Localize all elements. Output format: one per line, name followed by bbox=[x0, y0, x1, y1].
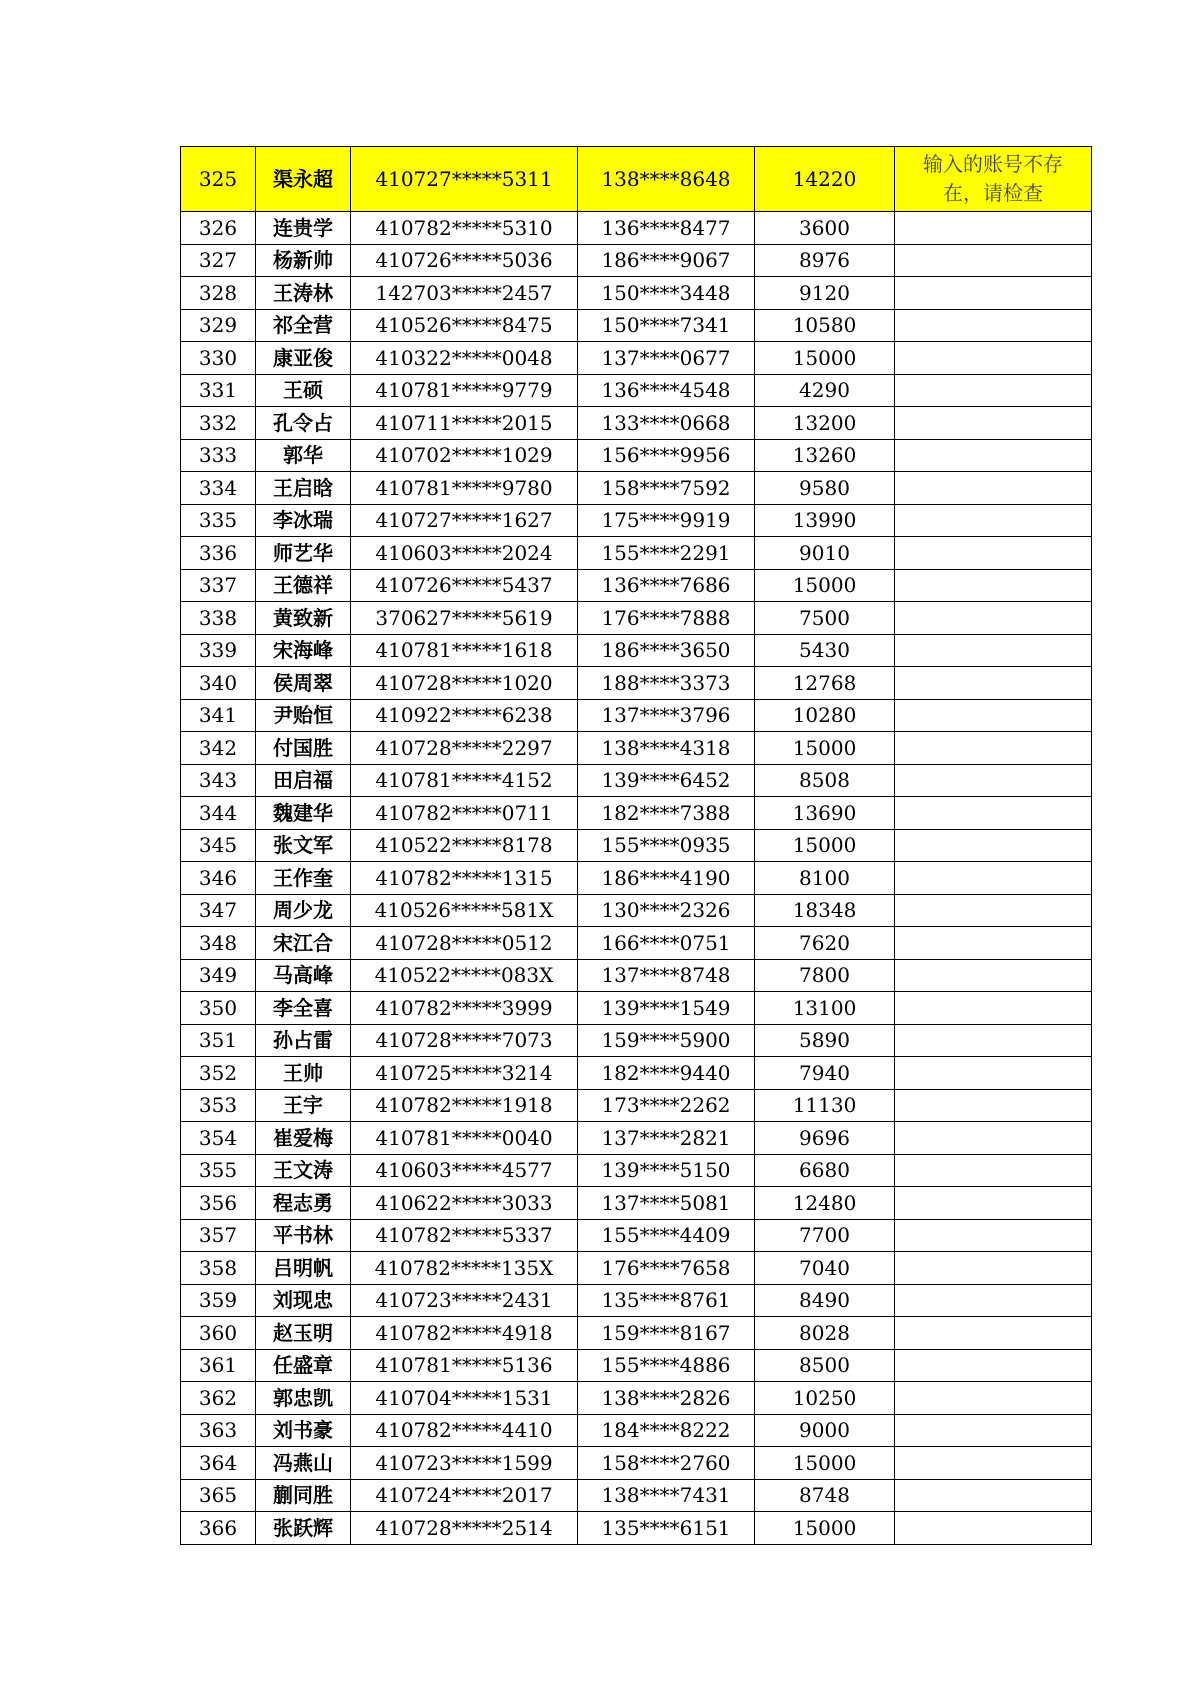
table-row bbox=[181, 1187, 1092, 1220]
table-row bbox=[181, 602, 1092, 635]
cell-note bbox=[895, 602, 1092, 635]
cell-id-number: 410782*****135X bbox=[351, 1252, 578, 1285]
cell-name: 赵玉明 bbox=[256, 1317, 351, 1350]
cell-name: 马高峰 bbox=[256, 959, 351, 992]
cell-amount: 12768 bbox=[755, 667, 895, 700]
cell-serial: 330 bbox=[181, 342, 256, 375]
cell-id-number: 410723*****1599 bbox=[351, 1447, 578, 1480]
cell-id-number: 410781*****9779 bbox=[351, 374, 578, 407]
cell-amount: 8100 bbox=[755, 862, 895, 895]
cell-phone: 176****7658 bbox=[578, 1252, 755, 1285]
cell-amount: 10280 bbox=[755, 699, 895, 732]
cell-amount: 8500 bbox=[755, 1349, 895, 1382]
cell-serial: 352 bbox=[181, 1057, 256, 1090]
cell-name: 师艺华 bbox=[256, 537, 351, 570]
cell-id-number: 410726*****5036 bbox=[351, 244, 578, 277]
cell-note bbox=[895, 1252, 1092, 1285]
cell-note bbox=[895, 699, 1092, 732]
cell-name: 王文涛 bbox=[256, 1154, 351, 1187]
cell-id-number: 410782*****1918 bbox=[351, 1089, 578, 1122]
cell-serial: 365 bbox=[181, 1479, 256, 1512]
cell-amount: 13990 bbox=[755, 504, 895, 537]
cell-name: 杨新帅 bbox=[256, 244, 351, 277]
cell-amount: 9580 bbox=[755, 472, 895, 505]
cell-amount: 7500 bbox=[755, 602, 895, 635]
cell-phone: 136****7686 bbox=[578, 569, 755, 602]
cell-name: 王帅 bbox=[256, 1057, 351, 1090]
cell-phone: 133****0668 bbox=[578, 407, 755, 440]
table-row bbox=[181, 1089, 1092, 1122]
cell-phone: 155****4409 bbox=[578, 1219, 755, 1252]
cell-id-number: 410702*****1029 bbox=[351, 439, 578, 472]
cell-phone: 155****0935 bbox=[578, 829, 755, 862]
cell-note bbox=[895, 309, 1092, 342]
table-row bbox=[181, 667, 1092, 700]
table-row bbox=[181, 1219, 1092, 1252]
cell-name: 宋海峰 bbox=[256, 634, 351, 667]
cell-phone: 130****2326 bbox=[578, 894, 755, 927]
cell-phone: 136****4548 bbox=[578, 374, 755, 407]
cell-note bbox=[895, 764, 1092, 797]
cell-phone: 182****9440 bbox=[578, 1057, 755, 1090]
table-row bbox=[181, 212, 1092, 245]
cell-amount: 8748 bbox=[755, 1479, 895, 1512]
cell-phone: 155****4886 bbox=[578, 1349, 755, 1382]
cell-id-number: 410603*****4577 bbox=[351, 1154, 578, 1187]
cell-amount: 5890 bbox=[755, 1024, 895, 1057]
cell-name: 平书林 bbox=[256, 1219, 351, 1252]
cell-note bbox=[895, 1154, 1092, 1187]
cell-amount: 18348 bbox=[755, 894, 895, 927]
table-row bbox=[181, 309, 1092, 342]
cell-serial: 358 bbox=[181, 1252, 256, 1285]
table-row bbox=[181, 1024, 1092, 1057]
cell-name: 魏建华 bbox=[256, 797, 351, 830]
cell-phone: 135****6151 bbox=[578, 1512, 755, 1545]
cell-serial: 349 bbox=[181, 959, 256, 992]
cell-name: 王德祥 bbox=[256, 569, 351, 602]
table-row bbox=[181, 1414, 1092, 1447]
cell-id-number: 370627*****5619 bbox=[351, 602, 578, 635]
table-row bbox=[181, 1479, 1092, 1512]
cell-phone: 137****5081 bbox=[578, 1187, 755, 1220]
cell-note bbox=[895, 1349, 1092, 1382]
cell-serial: 329 bbox=[181, 309, 256, 342]
cell-note bbox=[895, 1024, 1092, 1057]
cell-note bbox=[895, 342, 1092, 375]
cell-amount: 15000 bbox=[755, 829, 895, 862]
cell-amount: 10250 bbox=[755, 1382, 895, 1415]
cell-phone: 139****6452 bbox=[578, 764, 755, 797]
cell-serial: 345 bbox=[181, 829, 256, 862]
cell-id-number: 410723*****2431 bbox=[351, 1284, 578, 1317]
table-row bbox=[181, 1382, 1092, 1415]
cell-phone: 139****1549 bbox=[578, 992, 755, 1025]
cell-id-number: 410726*****5437 bbox=[351, 569, 578, 602]
cell-name: 任盛章 bbox=[256, 1349, 351, 1382]
cell-amount: 4290 bbox=[755, 374, 895, 407]
cell-name: 渠永超 bbox=[256, 147, 351, 212]
cell-amount: 9696 bbox=[755, 1122, 895, 1155]
cell-note bbox=[895, 927, 1092, 960]
cell-amount: 15000 bbox=[755, 1512, 895, 1545]
cell-name: 宋江合 bbox=[256, 927, 351, 960]
cell-note bbox=[895, 1219, 1092, 1252]
cell-id-number: 410782*****4918 bbox=[351, 1317, 578, 1350]
cell-phone: 137****3796 bbox=[578, 699, 755, 732]
cell-serial: 351 bbox=[181, 1024, 256, 1057]
cell-name: 孙占雷 bbox=[256, 1024, 351, 1057]
table-row bbox=[181, 829, 1092, 862]
cell-serial: 357 bbox=[181, 1219, 256, 1252]
cell-serial: 336 bbox=[181, 537, 256, 570]
cell-id-number: 410724*****2017 bbox=[351, 1479, 578, 1512]
cell-name: 侯周翠 bbox=[256, 667, 351, 700]
cell-note bbox=[895, 1284, 1092, 1317]
cell-serial: 339 bbox=[181, 634, 256, 667]
cell-note bbox=[895, 732, 1092, 765]
cell-note bbox=[895, 862, 1092, 895]
cell-serial: 332 bbox=[181, 407, 256, 440]
cell-name: 王启晗 bbox=[256, 472, 351, 505]
cell-name: 程志勇 bbox=[256, 1187, 351, 1220]
table-row bbox=[181, 439, 1092, 472]
table-row bbox=[181, 992, 1092, 1025]
cell-serial: 326 bbox=[181, 212, 256, 245]
cell-id-number: 410782*****5337 bbox=[351, 1219, 578, 1252]
cell-name: 李冰瑞 bbox=[256, 504, 351, 537]
cell-name: 张文军 bbox=[256, 829, 351, 862]
cell-name: 康亚俊 bbox=[256, 342, 351, 375]
table-row bbox=[181, 244, 1092, 277]
cell-phone: 155****2291 bbox=[578, 537, 755, 570]
cell-note bbox=[895, 277, 1092, 310]
cell-name: 连贵学 bbox=[256, 212, 351, 245]
cell-note bbox=[895, 959, 1092, 992]
cell-serial: 354 bbox=[181, 1122, 256, 1155]
cell-id-number: 410922*****6238 bbox=[351, 699, 578, 732]
cell-serial: 331 bbox=[181, 374, 256, 407]
table-row bbox=[181, 1122, 1092, 1155]
cell-amount: 13690 bbox=[755, 797, 895, 830]
table-row bbox=[181, 764, 1092, 797]
cell-note bbox=[895, 829, 1092, 862]
cell-name: 王作奎 bbox=[256, 862, 351, 895]
cell-note bbox=[895, 212, 1092, 245]
cell-serial: 356 bbox=[181, 1187, 256, 1220]
cell-amount: 8028 bbox=[755, 1317, 895, 1350]
cell-note bbox=[895, 1479, 1092, 1512]
table-row bbox=[181, 407, 1092, 440]
cell-amount: 9000 bbox=[755, 1414, 895, 1447]
cell-name: 刘现忠 bbox=[256, 1284, 351, 1317]
table-row bbox=[181, 894, 1092, 927]
cell-phone: 159****8167 bbox=[578, 1317, 755, 1350]
cell-amount: 13100 bbox=[755, 992, 895, 1025]
cell-name: 王涛林 bbox=[256, 277, 351, 310]
table-row bbox=[181, 1154, 1092, 1187]
table-row bbox=[181, 1057, 1092, 1090]
cell-phone: 184****8222 bbox=[578, 1414, 755, 1447]
cell-id-number: 410727*****1627 bbox=[351, 504, 578, 537]
cell-phone: 186****4190 bbox=[578, 862, 755, 895]
table-row bbox=[181, 342, 1092, 375]
cell-note bbox=[895, 634, 1092, 667]
cell-serial: 350 bbox=[181, 992, 256, 1025]
cell-id-number: 410781*****5136 bbox=[351, 1349, 578, 1382]
cell-phone: 138****2826 bbox=[578, 1382, 755, 1415]
cell-serial: 325 bbox=[181, 147, 256, 212]
cell-id-number: 410522*****083X bbox=[351, 959, 578, 992]
cell-note bbox=[895, 1057, 1092, 1090]
table-row bbox=[181, 1284, 1092, 1317]
cell-name: 冯燕山 bbox=[256, 1447, 351, 1480]
cell-id-number: 410782*****3999 bbox=[351, 992, 578, 1025]
cell-note bbox=[895, 667, 1092, 700]
table-row bbox=[181, 732, 1092, 765]
cell-amount: 11130 bbox=[755, 1089, 895, 1122]
cell-name: 黄致新 bbox=[256, 602, 351, 635]
cell-phone: 186****3650 bbox=[578, 634, 755, 667]
cell-id-number: 410728*****7073 bbox=[351, 1024, 578, 1057]
cell-phone: 135****8761 bbox=[578, 1284, 755, 1317]
cell-amount: 7620 bbox=[755, 927, 895, 960]
cell-id-number: 410781*****9780 bbox=[351, 472, 578, 505]
cell-amount: 15000 bbox=[755, 342, 895, 375]
cell-serial: 340 bbox=[181, 667, 256, 700]
cell-serial: 338 bbox=[181, 602, 256, 635]
cell-amount: 8508 bbox=[755, 764, 895, 797]
cell-id-number: 410728*****0512 bbox=[351, 927, 578, 960]
table-row bbox=[181, 537, 1092, 570]
cell-id-number: 410728*****2514 bbox=[351, 1512, 578, 1545]
cell-serial: 362 bbox=[181, 1382, 256, 1415]
cell-note bbox=[895, 797, 1092, 830]
cell-note bbox=[895, 569, 1092, 602]
table-row bbox=[181, 862, 1092, 895]
cell-amount: 15000 bbox=[755, 569, 895, 602]
cell-note bbox=[895, 1414, 1092, 1447]
table-row bbox=[181, 699, 1092, 732]
cell-name: 祁全营 bbox=[256, 309, 351, 342]
cell-phone: 136****8477 bbox=[578, 212, 755, 245]
cell-serial: 344 bbox=[181, 797, 256, 830]
cell-amount: 13200 bbox=[755, 407, 895, 440]
cell-name: 吕明帆 bbox=[256, 1252, 351, 1285]
cell-note bbox=[895, 407, 1092, 440]
cell-phone: 137****2821 bbox=[578, 1122, 755, 1155]
cell-phone: 139****5150 bbox=[578, 1154, 755, 1187]
cell-serial: 341 bbox=[181, 699, 256, 732]
cell-name: 蒯同胜 bbox=[256, 1479, 351, 1512]
cell-name: 田启福 bbox=[256, 764, 351, 797]
cell-id-number: 410603*****2024 bbox=[351, 537, 578, 570]
cell-phone: 138****8648 bbox=[578, 147, 755, 212]
table-row bbox=[181, 147, 1092, 212]
cell-note bbox=[895, 439, 1092, 472]
cell-amount: 7800 bbox=[755, 959, 895, 992]
cell-id-number: 410526*****581X bbox=[351, 894, 578, 927]
cell-note bbox=[895, 537, 1092, 570]
cell-phone: 138****7431 bbox=[578, 1479, 755, 1512]
cell-phone: 137****8748 bbox=[578, 959, 755, 992]
cell-serial: 343 bbox=[181, 764, 256, 797]
cell-serial: 363 bbox=[181, 1414, 256, 1447]
roster-table bbox=[180, 146, 1092, 1545]
cell-note bbox=[895, 244, 1092, 277]
cell-name: 周少龙 bbox=[256, 894, 351, 927]
cell-name: 郭忠凯 bbox=[256, 1382, 351, 1415]
cell-serial: 334 bbox=[181, 472, 256, 505]
cell-serial: 333 bbox=[181, 439, 256, 472]
table-row bbox=[181, 472, 1092, 505]
cell-phone: 173****2262 bbox=[578, 1089, 755, 1122]
cell-phone: 138****4318 bbox=[578, 732, 755, 765]
cell-note: 输入的账号不存在，请检查 bbox=[895, 147, 1092, 212]
cell-serial: 355 bbox=[181, 1154, 256, 1187]
cell-note bbox=[895, 992, 1092, 1025]
cell-amount: 13260 bbox=[755, 439, 895, 472]
cell-id-number: 410782*****0711 bbox=[351, 797, 578, 830]
cell-name: 张跃辉 bbox=[256, 1512, 351, 1545]
cell-name: 尹贻恒 bbox=[256, 699, 351, 732]
cell-amount: 7700 bbox=[755, 1219, 895, 1252]
table-row bbox=[181, 1349, 1092, 1382]
cell-id-number: 410522*****8178 bbox=[351, 829, 578, 862]
cell-phone: 158****7592 bbox=[578, 472, 755, 505]
cell-amount: 12480 bbox=[755, 1187, 895, 1220]
cell-serial: 353 bbox=[181, 1089, 256, 1122]
table-row bbox=[181, 504, 1092, 537]
cell-phone: 176****7888 bbox=[578, 602, 755, 635]
table-row bbox=[181, 797, 1092, 830]
cell-amount: 8490 bbox=[755, 1284, 895, 1317]
cell-note bbox=[895, 1187, 1092, 1220]
table-row bbox=[181, 959, 1092, 992]
cell-phone: 137****0677 bbox=[578, 342, 755, 375]
cell-serial: 359 bbox=[181, 1284, 256, 1317]
table-row bbox=[181, 1252, 1092, 1285]
cell-note bbox=[895, 1089, 1092, 1122]
table-row bbox=[181, 634, 1092, 667]
cell-amount: 6680 bbox=[755, 1154, 895, 1187]
cell-amount: 7940 bbox=[755, 1057, 895, 1090]
cell-note bbox=[895, 894, 1092, 927]
cell-id-number: 410711*****2015 bbox=[351, 407, 578, 440]
cell-note bbox=[895, 1122, 1092, 1155]
cell-note bbox=[895, 1512, 1092, 1545]
cell-phone: 166****0751 bbox=[578, 927, 755, 960]
cell-phone: 158****2760 bbox=[578, 1447, 755, 1480]
cell-id-number: 410782*****5310 bbox=[351, 212, 578, 245]
cell-phone: 156****9956 bbox=[578, 439, 755, 472]
table-row bbox=[181, 1317, 1092, 1350]
cell-amount: 9010 bbox=[755, 537, 895, 570]
cell-serial: 364 bbox=[181, 1447, 256, 1480]
cell-serial: 327 bbox=[181, 244, 256, 277]
cell-id-number: 410622*****3033 bbox=[351, 1187, 578, 1220]
cell-id-number: 410782*****4410 bbox=[351, 1414, 578, 1447]
cell-note bbox=[895, 374, 1092, 407]
cell-id-number: 410781*****4152 bbox=[351, 764, 578, 797]
cell-note bbox=[895, 504, 1092, 537]
cell-amount: 5430 bbox=[755, 634, 895, 667]
cell-amount: 8976 bbox=[755, 244, 895, 277]
cell-phone: 182****7388 bbox=[578, 797, 755, 830]
cell-name: 崔爱梅 bbox=[256, 1122, 351, 1155]
cell-note bbox=[895, 1317, 1092, 1350]
cell-id-number: 410781*****1618 bbox=[351, 634, 578, 667]
cell-name: 刘书豪 bbox=[256, 1414, 351, 1447]
table-row bbox=[181, 927, 1092, 960]
cell-note bbox=[895, 1382, 1092, 1415]
cell-serial: 348 bbox=[181, 927, 256, 960]
cell-note bbox=[895, 1447, 1092, 1480]
cell-phone: 150****7341 bbox=[578, 309, 755, 342]
cell-serial: 337 bbox=[181, 569, 256, 602]
cell-serial: 335 bbox=[181, 504, 256, 537]
cell-amount: 15000 bbox=[755, 1447, 895, 1480]
cell-note bbox=[895, 472, 1092, 505]
table-row bbox=[181, 1512, 1092, 1545]
cell-name: 付国胜 bbox=[256, 732, 351, 765]
cell-id-number: 410782*****1315 bbox=[351, 862, 578, 895]
cell-amount: 9120 bbox=[755, 277, 895, 310]
table-row bbox=[181, 1447, 1092, 1480]
cell-id-number: 410526*****8475 bbox=[351, 309, 578, 342]
cell-id-number: 142703*****2457 bbox=[351, 277, 578, 310]
cell-name: 王宇 bbox=[256, 1089, 351, 1122]
cell-phone: 186****9067 bbox=[578, 244, 755, 277]
cell-name: 李全喜 bbox=[256, 992, 351, 1025]
cell-serial: 346 bbox=[181, 862, 256, 895]
cell-serial: 342 bbox=[181, 732, 256, 765]
cell-amount: 14220 bbox=[755, 147, 895, 212]
cell-id-number: 410728*****2297 bbox=[351, 732, 578, 765]
cell-serial: 347 bbox=[181, 894, 256, 927]
cell-id-number: 410727*****5311 bbox=[351, 147, 578, 212]
cell-name: 郭华 bbox=[256, 439, 351, 472]
cell-amount: 3600 bbox=[755, 212, 895, 245]
table-body bbox=[181, 147, 1092, 1545]
cell-phone: 159****5900 bbox=[578, 1024, 755, 1057]
cell-id-number: 410781*****0040 bbox=[351, 1122, 578, 1155]
cell-amount: 7040 bbox=[755, 1252, 895, 1285]
cell-phone: 175****9919 bbox=[578, 504, 755, 537]
cell-id-number: 410725*****3214 bbox=[351, 1057, 578, 1090]
table-row bbox=[181, 374, 1092, 407]
table-row bbox=[181, 569, 1092, 602]
cell-phone: 188****3373 bbox=[578, 667, 755, 700]
cell-serial: 361 bbox=[181, 1349, 256, 1382]
cell-name: 孔令占 bbox=[256, 407, 351, 440]
cell-amount: 10580 bbox=[755, 309, 895, 342]
cell-amount: 15000 bbox=[755, 732, 895, 765]
cell-serial: 366 bbox=[181, 1512, 256, 1545]
cell-phone: 150****3448 bbox=[578, 277, 755, 310]
cell-serial: 360 bbox=[181, 1317, 256, 1350]
table-row bbox=[181, 277, 1092, 310]
cell-name: 王硕 bbox=[256, 374, 351, 407]
cell-serial: 328 bbox=[181, 277, 256, 310]
cell-id-number: 410728*****1020 bbox=[351, 667, 578, 700]
cell-id-number: 410322*****0048 bbox=[351, 342, 578, 375]
cell-id-number: 410704*****1531 bbox=[351, 1382, 578, 1415]
